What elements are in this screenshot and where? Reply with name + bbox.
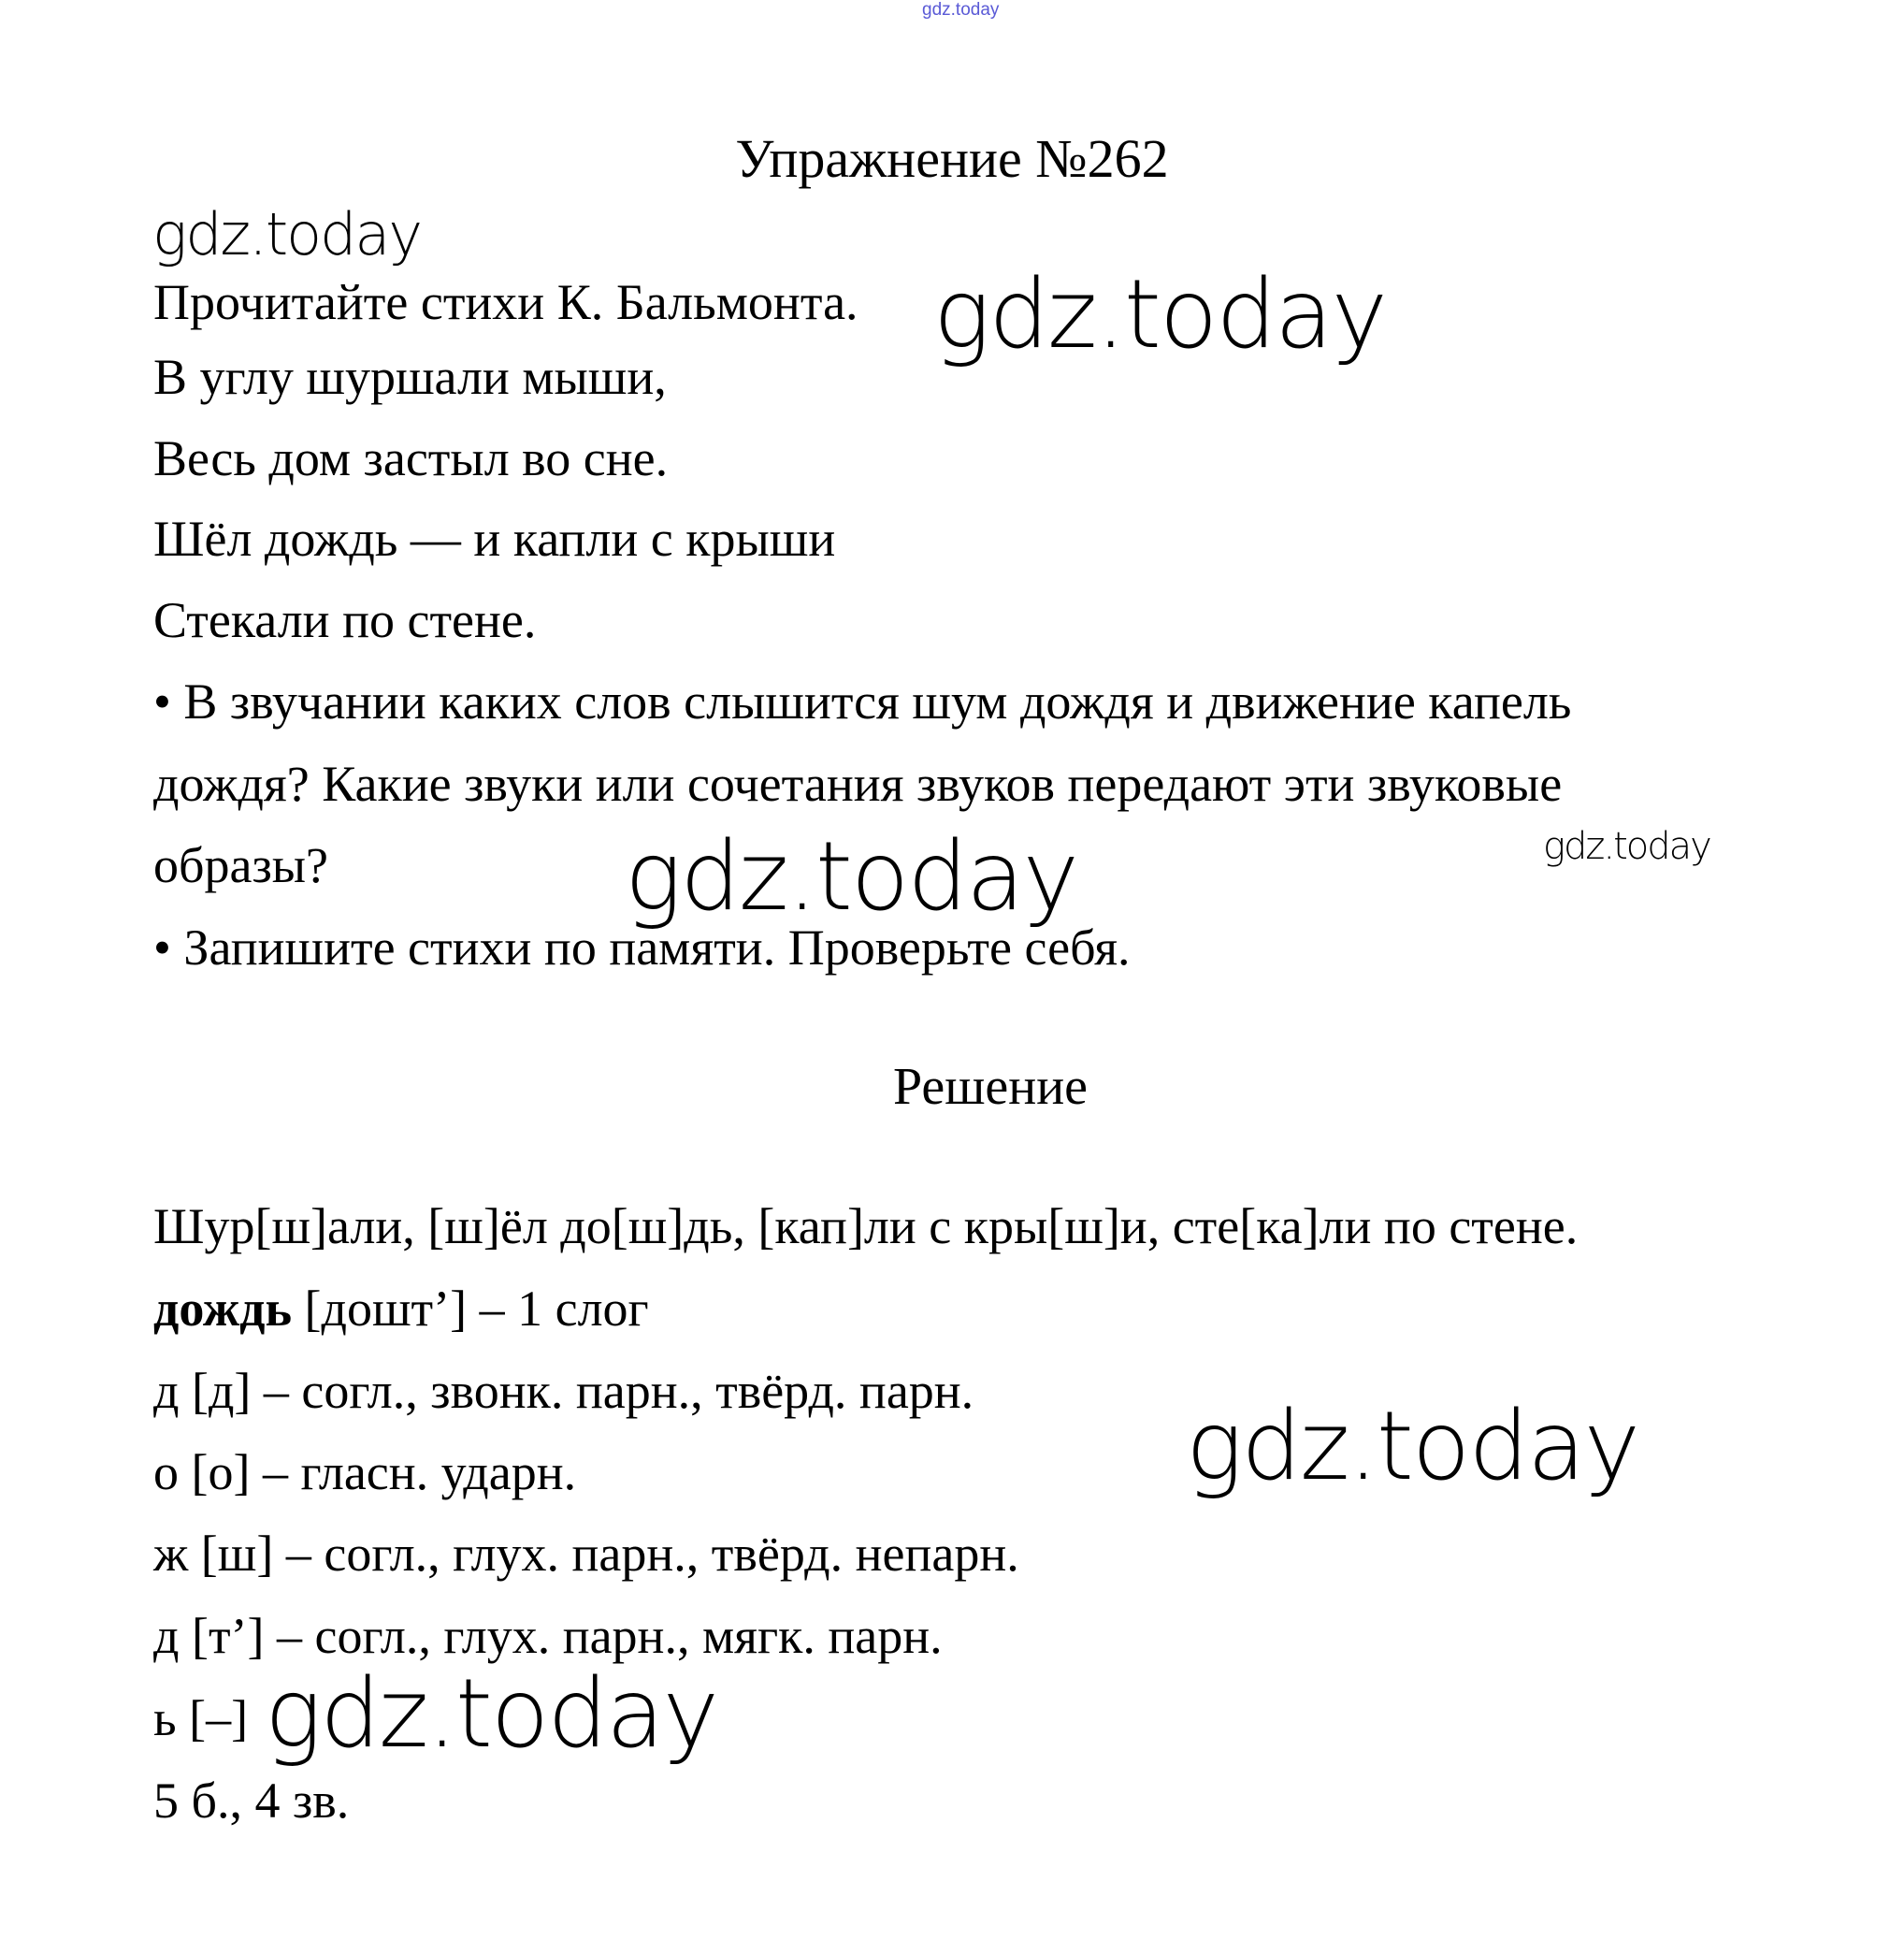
task-question-line: • В звучании каких слов слышится шум дождя и движение капель [153,673,1572,730]
watermark-logo: gdz.today [1186,1391,1638,1502]
word-transcription-line [153,1278,649,1339]
watermark-logo: gdz.today [933,259,1386,370]
poem-line: Весь дом застыл во сне. [153,430,669,486]
letter-analysis-line: ь [–] [153,1690,249,1746]
letter-analysis-line: д [т’] – согл., глух. парн., мягк. парн. [153,1608,943,1664]
poem-line: Стекали по стене. [153,592,537,648]
instruction-text: Прочитайте стихи К. Бальмонта. [153,274,858,330]
solution-title: Решение [892,1058,1089,1116]
watermark-logo: gdz.today [625,821,1077,933]
analyzed-word: дождь [153,1281,292,1337]
word-transcription: [дошт’] – 1 слог [304,1281,649,1337]
poem-line: В углу шуршали мыши, [153,349,667,405]
watermark-logo: gdz.today [265,1658,717,1770]
watermark-logo: gdz.today [1543,825,1710,868]
letter-analysis-line: д [д] – согл., звонк. парн., твёрд. парн. [153,1363,974,1419]
task-question-line: дождя? Какие звуки или сочетания звуков передают эти звуковые [153,756,1563,812]
watermark-top: gdz.today [922,0,1000,20]
exercise-title: Упражнение №262 [735,128,1169,189]
letter-analysis-line: ж [ш] – согл., глух. парн., твёрд. непарн. [153,1526,1019,1582]
task-write-instruction: • Запишите стихи по памяти. Проверьте себя. [153,919,1131,976]
solution-sound-line: Шур[ш]али, [ш]ёл до[ш]дь, [кап]ли с кры[ш]и, сте[ка]ли по стене. [153,1198,1579,1254]
letter-sound-summary: 5 б., 4 зв. [153,1773,350,1829]
task-question-line: образы? [153,837,329,893]
letter-analysis-line: о [о] – гласн. ударн. [153,1444,577,1500]
watermark-logo: gdz.today [152,200,422,268]
poem-line: Шёл дождь — и капли с крыши [153,511,836,567]
